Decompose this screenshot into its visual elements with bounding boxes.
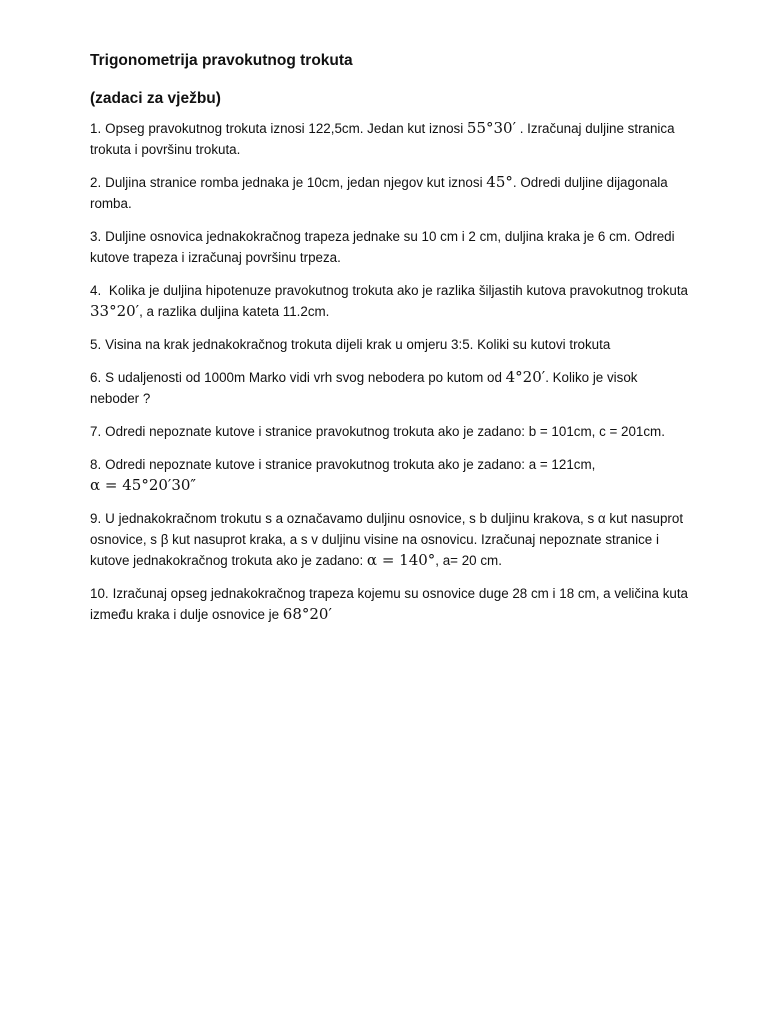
task-text-after: . Koliko je visok neboder ? — [90, 370, 638, 406]
task-item — [90, 334, 690, 355]
task-text: Duljina stranice romba jednaka je 10cm, jedan njegov kut iznosi — [105, 175, 487, 190]
task-item — [90, 280, 690, 322]
task-text: U jednakokračnom trokutu s a označavamo duljinu osnovice, s b duljinu krakova, s α kut nasuprot osnovice, s β kut nasuprot kraka, a s v duljinu visine na osnovicu. Izračunaj nepoznate stranice i kutove jednakokračnog trokuta ako je zadano: — [90, 511, 684, 568]
task-math: 55°30′ — [466, 119, 517, 137]
task-text-after: , a= 20 cm. — [435, 553, 502, 568]
task-text: Duljine osnovica jednakokračnog trapeza jednake su 10 cm i 2 cm, duljina kraka je 6 cm. Odredi kutove trapeza i izračunaj površinu trpeza. — [90, 229, 675, 265]
task-math: α = 45°20′30″ — [90, 476, 197, 494]
task-text: Odredi nepoznate kutove i stranice pravokutnog trokuta ako je zadano: a = 121cm, — [105, 457, 596, 472]
task-item — [90, 421, 690, 442]
task-text-after: , a razlika duljina kateta 11.2cm. — [139, 304, 330, 319]
task-math: α = 140° — [366, 551, 436, 569]
task-text: S udaljenosti od 1000m Marko vidi vrh svog nebodera po kutom od — [105, 370, 506, 385]
task-number: 2. — [90, 175, 102, 190]
task-math: 68°20′ — [282, 605, 332, 623]
task-item — [90, 508, 690, 571]
document-subtitle: (zadaci za vježbu) — [90, 90, 221, 107]
task-text-after: . Izračunaj duljine stranica trokuta i površinu trokuta. — [90, 121, 675, 157]
task-number: 4. — [90, 283, 102, 298]
task-number: 6. — [90, 370, 102, 385]
task-number: 3. — [90, 229, 102, 244]
task-item — [90, 367, 690, 409]
task-item — [90, 583, 690, 625]
task-text: Kolika je duljina hipotenuze pravokutnog trokuta ako je razlika šiljastih kutova pravokutnog trokuta — [105, 283, 689, 298]
task-text: Visina na krak jednakokračnog trokuta dijeli krak u omjeru 3:5. Koliki su kutovi trokuta — [105, 337, 611, 352]
task-item — [90, 172, 690, 214]
task-item — [90, 454, 690, 496]
task-math: 33°20′ — [90, 302, 140, 320]
task-item — [90, 118, 690, 160]
task-math: 4°20′ — [505, 368, 546, 386]
task-text-after: . Odredi duljine dijagonala romba. — [90, 175, 668, 211]
task-number: 10. — [90, 586, 109, 601]
task-number: 7. — [90, 424, 102, 439]
task-number: 5. — [90, 337, 102, 352]
document-content — [90, 50, 690, 637]
task-number: 9. — [90, 511, 102, 526]
task-text: Opseg pravokutnog trokuta iznosi 122,5cm. Jedan kut iznosi — [105, 121, 467, 136]
task-item — [90, 226, 690, 268]
task-text: Izračunaj opseg jednakokračnog trapeza kojemu su osnovice duge 28 cm i 18 cm, a veličina kuta između kraka i dulje osnovice je — [90, 586, 689, 622]
task-number: 1. — [90, 121, 102, 136]
document-title: Trigonometrija pravokutnog trokuta — [90, 52, 353, 69]
task-text: Odredi nepoznate kutove i stranice pravokutnog trokuta ako je zadano: b = 101cm, c = 201cm. — [105, 424, 665, 439]
task-number: 8. — [90, 457, 102, 472]
task-math: 45° — [486, 173, 513, 191]
